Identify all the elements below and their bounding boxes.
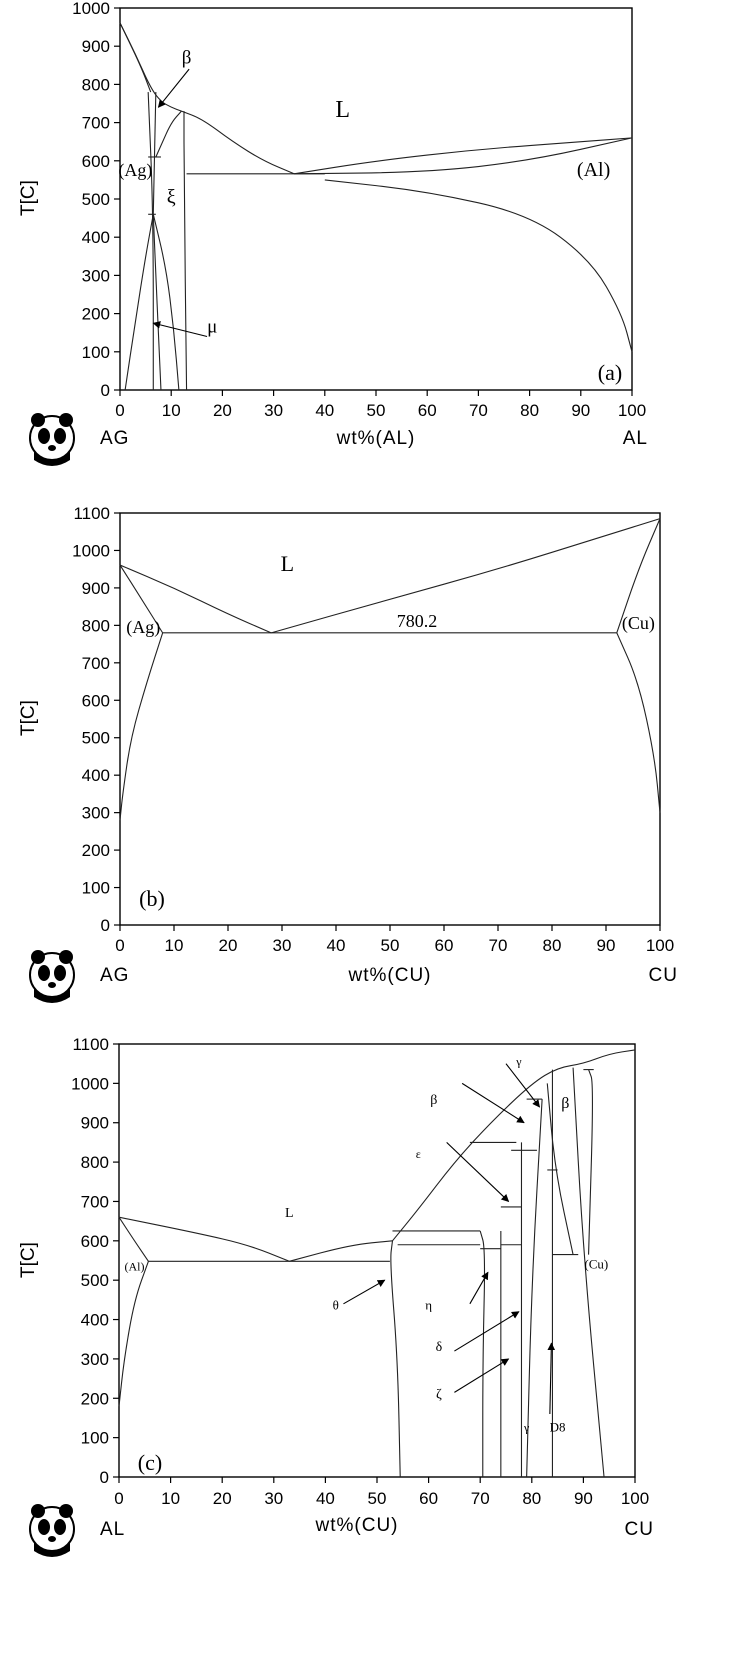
y-tick-label: 100 (81, 878, 110, 898)
x-tick-label: 0 (115, 401, 125, 420)
phase-boundary-line (120, 633, 163, 820)
x-tick-label: 10 (161, 1489, 181, 1508)
phase-boundary-line (156, 111, 182, 157)
phase-boundary-line (119, 1217, 148, 1261)
annotation-arrow (506, 1064, 540, 1107)
y-tick-label: 400 (80, 1310, 109, 1330)
annotation-arrow (153, 323, 207, 336)
x-left-element-label: AL (100, 1519, 126, 1540)
y-tick-label: 800 (81, 616, 110, 636)
x-right-element-label: AL (622, 428, 648, 449)
panels (18, 0, 678, 1557)
x-tick-label: 30 (272, 936, 292, 955)
phase-label: (Ag) (118, 160, 153, 181)
phase-label: β (561, 1095, 570, 1113)
x-tick-label: 90 (571, 401, 591, 420)
y-tick-label: 500 (80, 1271, 109, 1291)
phase-boundary-line (392, 1050, 635, 1241)
phase-boundary-line (289, 1241, 392, 1261)
phase-label: γ (516, 1054, 522, 1069)
y-tick-label: 1100 (73, 504, 110, 523)
plot-frame (120, 8, 632, 390)
annotation-arrow (550, 1343, 552, 1414)
y-tick-label: 600 (81, 151, 110, 171)
phase-label: δ (435, 1340, 443, 1356)
y-tick-label: 900 (80, 1113, 109, 1133)
phase-label: γ (523, 1420, 530, 1435)
annotation-arrow (470, 1272, 488, 1303)
y-tick-label: 100 (81, 342, 110, 362)
plot-frame (119, 1044, 635, 1477)
panda-logo-icon (30, 413, 74, 466)
annotation-arrow (454, 1312, 519, 1351)
x-tick-label: 100 (620, 1489, 650, 1508)
phase-label: L (335, 96, 351, 123)
phase-boundary-line (391, 1241, 400, 1477)
phase-label: η (425, 1297, 433, 1313)
y-tick-label: 600 (80, 1231, 109, 1251)
panda-logo-icon (30, 1504, 74, 1557)
x-tick-label: 70 (470, 1489, 490, 1508)
phase-label: L (284, 1206, 294, 1222)
x-tick-label: 20 (218, 936, 238, 955)
x-tick-label: 50 (367, 1489, 387, 1508)
y-tick-label: 1000 (72, 0, 110, 18)
chart-panel-2 (18, 504, 678, 986)
y-tick-label: 500 (81, 728, 110, 748)
y-tick-label: 800 (80, 1153, 109, 1173)
x-tick-label: 40 (315, 401, 335, 420)
y-tick-label: 700 (80, 1192, 109, 1212)
x-tick-label: 80 (522, 1489, 542, 1508)
y-tick-label: 300 (81, 266, 110, 286)
x-tick-label: 40 (326, 936, 346, 955)
x-tick-label: 20 (212, 1489, 232, 1508)
plot-frame (120, 513, 660, 925)
phase-boundary-line (120, 23, 151, 92)
phase-label: ε (415, 1147, 421, 1162)
x-axis-title: wt%(CU) (315, 1515, 399, 1536)
panel-label: (a) (597, 360, 623, 385)
phase-label: β (181, 47, 192, 69)
y-tick-label: 900 (81, 578, 110, 598)
y-axis-title: T[C] (18, 180, 39, 216)
x-tick-label: 60 (434, 936, 454, 955)
phase-label: ξ (166, 185, 176, 208)
phase-boundary-line (125, 214, 153, 390)
phase-label: (Al) (576, 159, 611, 182)
phase-label: (Cu) (584, 1256, 609, 1272)
y-tick-label: 100 (80, 1428, 109, 1448)
x-tick-label: 50 (380, 936, 400, 955)
x-tick-label: 20 (212, 401, 232, 420)
y-tick-label: 400 (81, 766, 110, 786)
y-tick-label: 0 (100, 916, 110, 935)
y-tick-label: 200 (80, 1389, 109, 1409)
phase-label: μ (207, 316, 218, 338)
y-tick-label: 0 (99, 1468, 109, 1487)
y-tick-label: 0 (100, 381, 110, 400)
x-left-element-label: AG (100, 965, 130, 986)
x-tick-label: 80 (520, 401, 540, 420)
x-tick-label: 40 (315, 1489, 335, 1508)
phase-boundary-line (181, 111, 294, 174)
y-tick-label: 300 (80, 1349, 109, 1369)
x-tick-label: 10 (161, 401, 181, 420)
annotation-arrow (158, 69, 189, 107)
phase-label: D8 (549, 1419, 566, 1435)
y-tick-label: 1000 (72, 541, 110, 561)
y-tick-label: 900 (81, 37, 110, 57)
x-tick-label: 0 (115, 936, 125, 955)
y-tick-label: 300 (81, 803, 110, 823)
phase-boundary-line (573, 1068, 604, 1477)
y-tick-label: 200 (81, 841, 110, 861)
annotation-arrow (462, 1083, 524, 1122)
y-tick-label: 1100 (72, 1035, 109, 1054)
x-tick-label: 10 (164, 936, 184, 955)
chart-panel-3 (18, 1035, 654, 1540)
chart-panel-1 (18, 0, 648, 449)
y-tick-label: 700 (81, 653, 110, 673)
x-tick-label: 30 (264, 401, 284, 420)
phase-boundary-line (153, 92, 156, 214)
phase-boundary-line (119, 1261, 148, 1406)
y-axis-title: T[C] (18, 1242, 39, 1278)
x-right-element-label: CU (624, 1519, 654, 1540)
y-tick-label: 600 (81, 691, 110, 711)
x-tick-label: 90 (596, 936, 616, 955)
x-tick-label: 60 (419, 1489, 439, 1508)
phase-label: (Al) (124, 1259, 145, 1274)
x-tick-label: 100 (645, 936, 675, 955)
x-tick-label: 90 (573, 1489, 593, 1508)
x-tick-label: 70 (468, 401, 488, 420)
x-axis-title: wt%(AL) (336, 428, 416, 449)
phase-boundary-line (589, 1070, 593, 1255)
phase-boundary-line (325, 180, 632, 352)
phase-label: L (280, 551, 295, 577)
x-axis-title: wt%(CU) (348, 965, 432, 986)
phase-boundary-line (184, 111, 187, 390)
phase-label: (Cu) (621, 613, 655, 634)
y-tick-label: 700 (81, 113, 110, 133)
phase-label: β (430, 1092, 438, 1108)
x-tick-label: 70 (488, 936, 508, 955)
phase-label: (Ag) (126, 616, 161, 637)
x-right-element-label: CU (648, 965, 678, 986)
y-tick-label: 200 (81, 304, 110, 324)
panda-logo-icon (30, 950, 74, 1003)
x-left-element-label: AG (100, 428, 130, 449)
phase-boundary-line (617, 633, 660, 813)
eutectic-temperature-label: 780.2 (396, 610, 438, 631)
phase-boundary-line (480, 1231, 484, 1477)
y-tick-label: 1000 (71, 1074, 109, 1094)
annotation-arrow (343, 1280, 384, 1304)
panel-label: (c) (137, 1450, 163, 1475)
annotation-arrow (447, 1142, 509, 1201)
phase-boundary-line (120, 23, 181, 111)
x-tick-label: 80 (542, 936, 562, 955)
phase-boundary-line (271, 519, 660, 633)
y-tick-label: 400 (81, 228, 110, 248)
x-tick-label: 100 (617, 401, 647, 420)
phase-label: θ (332, 1297, 339, 1313)
x-tick-label: 50 (366, 401, 386, 420)
y-tick-label: 800 (81, 75, 110, 95)
x-tick-label: 0 (114, 1489, 124, 1508)
phase-label: ζ (436, 1387, 442, 1403)
x-tick-label: 30 (264, 1489, 284, 1508)
y-axis-title: T[C] (18, 700, 39, 736)
x-tick-label: 60 (417, 401, 437, 420)
panel-label: (b) (139, 886, 165, 911)
y-tick-label: 500 (81, 190, 110, 209)
